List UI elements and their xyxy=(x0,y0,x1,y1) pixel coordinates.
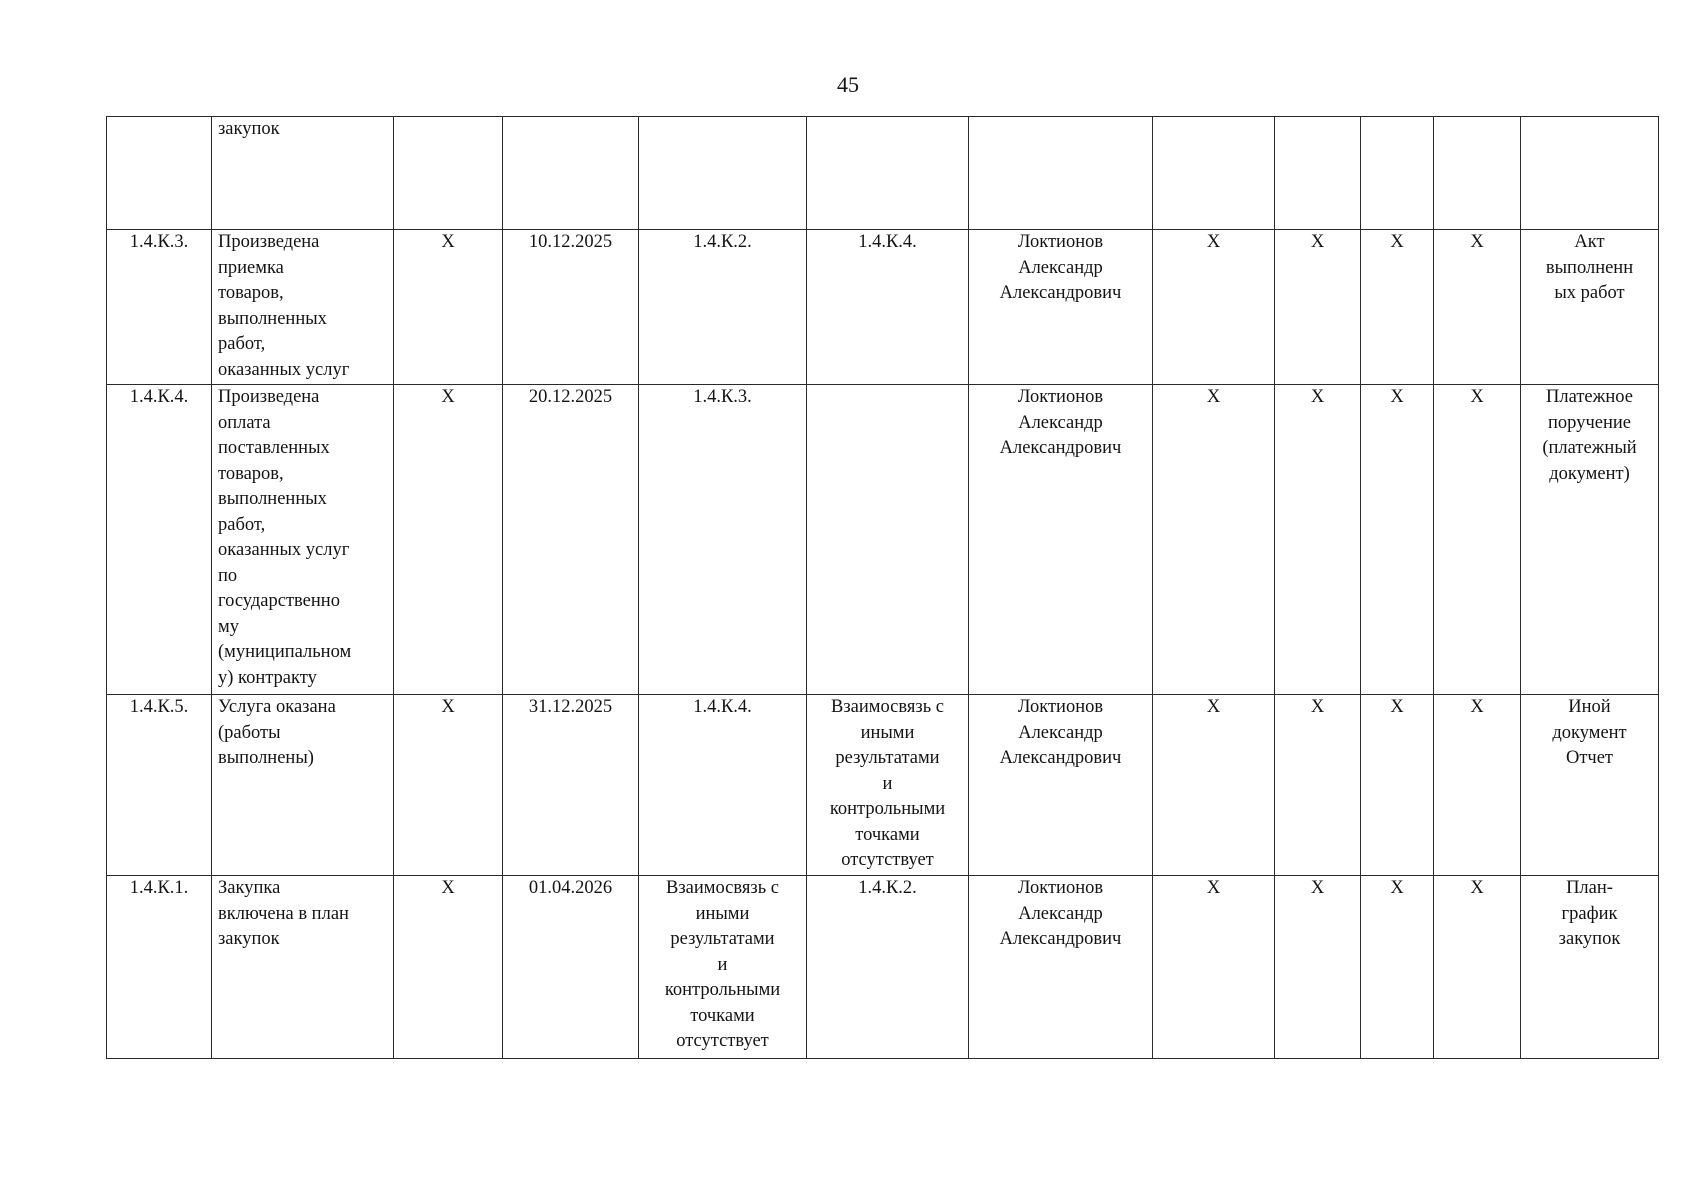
responsible-person-cell xyxy=(969,876,1153,1059)
document-type-cell xyxy=(1521,876,1659,1059)
mark-cell xyxy=(394,230,503,385)
responsible-person-cell xyxy=(969,230,1153,385)
cell-text: 31.12.2025 xyxy=(528,697,613,717)
cell-text: X xyxy=(1310,878,1325,898)
mark-cell xyxy=(394,117,503,230)
cell-text: Акт выполненн ых работ xyxy=(1545,232,1634,303)
cell-text: План- график закупок xyxy=(1558,878,1621,949)
cell-text: X xyxy=(1470,878,1484,898)
cell-text: X xyxy=(441,697,455,717)
row-number-cell xyxy=(107,117,212,230)
cell-text: X xyxy=(441,232,455,252)
predecessor-cell xyxy=(639,876,807,1059)
successor-cell xyxy=(807,695,969,876)
mark-cell xyxy=(394,385,503,695)
cell-text: 1.4.К.4. xyxy=(693,697,752,717)
table-row xyxy=(107,117,1659,230)
cell-text: 1.4.К.3. xyxy=(129,232,189,252)
mark-cell xyxy=(1153,876,1275,1059)
cell-text: Произведена приемка товаров, выполненных работ, оказанных услуг xyxy=(218,232,350,380)
mark-cell xyxy=(1275,695,1361,876)
mark-cell xyxy=(1275,230,1361,385)
table-row xyxy=(107,385,1659,695)
cell-text: X xyxy=(1390,387,1404,407)
mark-cell xyxy=(1361,385,1434,695)
cell-text: закупок xyxy=(218,119,280,139)
result-name-cell xyxy=(212,117,394,230)
cell-text: X xyxy=(1206,232,1221,252)
cell-text: X xyxy=(1206,878,1221,898)
row-number-cell xyxy=(107,695,212,876)
document-type-cell xyxy=(1521,230,1659,385)
mark-cell xyxy=(1153,230,1275,385)
document-type-cell xyxy=(1521,385,1659,695)
table-row xyxy=(107,230,1659,385)
mark-cell xyxy=(1361,230,1434,385)
predecessor-cell xyxy=(639,117,807,230)
cell-text: X xyxy=(1206,387,1221,407)
mark-cell xyxy=(1434,876,1521,1059)
mark-cell xyxy=(1434,695,1521,876)
control-points-table xyxy=(106,116,1659,1059)
cell-text: 20.12.2025 xyxy=(528,387,613,407)
cell-text: Закупка включена в план закупок xyxy=(218,878,349,949)
successor-cell xyxy=(807,385,969,695)
mark-cell xyxy=(1153,385,1275,695)
date-cell xyxy=(503,117,639,230)
cell-text: 1.4.К.2. xyxy=(693,232,752,252)
cell-text: Платежное поручение (платежный документ) xyxy=(1542,387,1637,484)
cell-text: 1.4.К.2. xyxy=(858,878,917,898)
cell-text: X xyxy=(441,387,455,407)
cell-text: X xyxy=(1470,387,1484,407)
mark-cell xyxy=(394,876,503,1059)
mark-cell xyxy=(394,695,503,876)
predecessor-cell xyxy=(639,230,807,385)
table-row xyxy=(107,695,1659,876)
cell-text: Локтионов Александр Александрович xyxy=(999,232,1122,303)
date-cell xyxy=(503,230,639,385)
row-number-cell xyxy=(107,876,212,1059)
cell-text: Взаимосвязь с иными результатами и контрольными точками отсутствует xyxy=(829,697,946,870)
successor-cell xyxy=(807,230,969,385)
row-number-cell xyxy=(107,230,212,385)
cell-text: Произведена оплата поставленных товаров, выполненных работ, оказанных услуг по государственно му (муниципальном у) контракту xyxy=(218,387,352,688)
cell-text: X xyxy=(1310,697,1325,717)
mark-cell xyxy=(1153,117,1275,230)
cell-text: X xyxy=(1310,387,1325,407)
cell-text: X xyxy=(1310,232,1325,252)
responsible-person-cell xyxy=(969,117,1153,230)
cell-text: Взаимосвязь с иными результатами и контрольными точками отсутствует xyxy=(664,878,781,1051)
mark-cell xyxy=(1361,695,1434,876)
result-name-cell xyxy=(212,695,394,876)
predecessor-cell xyxy=(639,385,807,695)
cell-text: 1.4.К.5. xyxy=(129,697,189,717)
cell-text: X xyxy=(1470,232,1484,252)
responsible-person-cell xyxy=(969,695,1153,876)
mark-cell xyxy=(1275,385,1361,695)
mark-cell xyxy=(1153,695,1275,876)
date-cell xyxy=(503,385,639,695)
mark-cell xyxy=(1275,876,1361,1059)
cell-text: X xyxy=(1470,697,1484,717)
mark-cell xyxy=(1434,230,1521,385)
result-name-cell xyxy=(212,876,394,1059)
mark-cell xyxy=(1434,385,1521,695)
cell-text: 1.4.К.1. xyxy=(129,878,189,898)
predecessor-cell xyxy=(639,695,807,876)
mark-cell xyxy=(1361,117,1434,230)
row-number-cell xyxy=(107,385,212,695)
date-cell xyxy=(503,695,639,876)
page-number: 45 xyxy=(837,72,859,97)
cell-text: 01.04.2026 xyxy=(528,878,613,898)
cell-text: 1.4.К.3. xyxy=(693,387,752,407)
cell-text: Услуга оказана (работы выполнены) xyxy=(218,697,336,768)
mark-cell xyxy=(1434,117,1521,230)
successor-cell xyxy=(807,117,969,230)
cell-text: Локтионов Александр Александрович xyxy=(999,387,1122,458)
document-type-cell xyxy=(1521,695,1659,876)
cell-text: 1.4.К.4. xyxy=(858,232,917,252)
document-type-cell xyxy=(1521,117,1659,230)
cell-text: 1.4.К.4. xyxy=(129,387,189,407)
cell-text: Иной документ Отчет xyxy=(1552,697,1627,768)
result-name-cell xyxy=(212,385,394,695)
responsible-person-cell xyxy=(969,385,1153,695)
table-row xyxy=(107,876,1659,1059)
cell-text: X xyxy=(1390,878,1404,898)
successor-cell xyxy=(807,876,969,1059)
mark-cell xyxy=(1275,117,1361,230)
date-cell xyxy=(503,876,639,1059)
cell-text: X xyxy=(1390,697,1404,717)
result-name-cell xyxy=(212,230,394,385)
cell-text: X xyxy=(1390,232,1404,252)
cell-text: Локтионов Александр Александрович xyxy=(999,878,1122,949)
cell-text: X xyxy=(1206,697,1221,717)
cell-text: X xyxy=(441,878,455,898)
cell-text: Локтионов Александр Александрович xyxy=(999,697,1122,768)
mark-cell xyxy=(1361,876,1434,1059)
cell-text: 10.12.2025 xyxy=(528,232,613,252)
